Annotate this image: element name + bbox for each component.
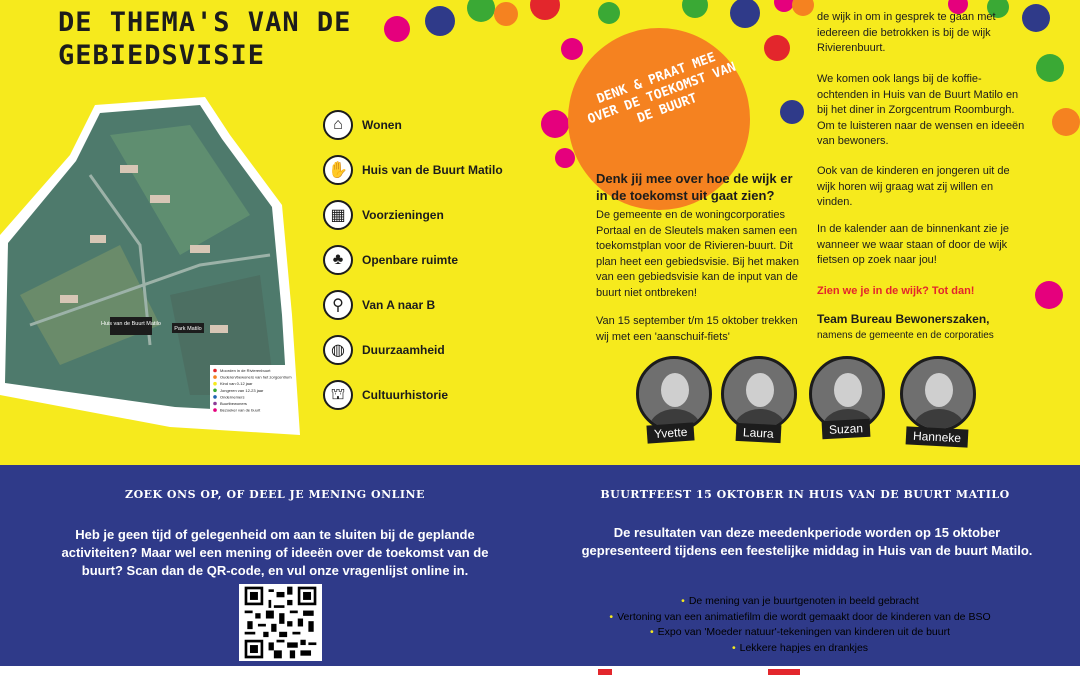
house-icon: ⌂ xyxy=(323,110,353,140)
building-icon: ⛫ xyxy=(323,380,353,410)
page-title-line1: DE THEMA'S VAN DE xyxy=(58,7,352,38)
right-para-4: In de kalender aan de binnenkant zie je wanneer we waar staan of door de wijk fietsen op zoek naar jou! xyxy=(817,223,1010,266)
team-name: Team Bureau Bewonerszaken, xyxy=(817,312,990,326)
legend-label: Ondernemers xyxy=(220,394,245,400)
middle-para-1: De gemeente en de woningcorporaties Portaal en de Sleutels maken samen een toekomstplan voor de Rivieren-buurt. Dit plan heet een gebiedsvisie. Bij het maken van een gebiedsvisie kan de input van de buurt niet ontbreken! xyxy=(596,209,800,299)
theme-label: Huis van de Buurt Matilo xyxy=(362,163,503,177)
middle-para-2: Van 15 september t/m 15 oktober trekken wij met een 'aanschuif-fiets' xyxy=(596,315,798,343)
bullet-item: • Lekkere hapjes en drankjes xyxy=(560,641,1040,657)
bottom-right-heading: BUURTFEEST 15 OKTOBER IN HUIS VAN DE BUURT MATILO xyxy=(600,488,1010,501)
bottom-left-heading: ZOEK ONS OP, OF DEEL JE MENING ONLINE xyxy=(125,488,425,501)
avatar-hanneke xyxy=(900,356,976,432)
legend-swatch xyxy=(213,402,217,406)
qr-code[interactable] xyxy=(239,584,322,661)
bicycle-icon: ⚲ xyxy=(323,290,353,320)
bullet-item: • Vertoning van een animatiefilm die wordt gemaakt door de kinderen van de BSO xyxy=(560,610,1040,626)
partner-logo-mark xyxy=(598,669,612,675)
bottom-left-text: Heb je geen tijd of gelegenheid om aan te sluiten bij de geplande activiteiten? Maar wel een mening of ideeën over de toekomst van de buurt? Scan dan de QR-code, en vul onze vragenlijst online in. xyxy=(61,527,489,578)
partner-logo-mark xyxy=(768,669,800,675)
theme-label: Duurzaamheid xyxy=(362,343,445,357)
legend-swatch xyxy=(213,369,217,373)
name-tag-yvette: Yvette xyxy=(646,422,694,443)
handshake-icon: ✋ xyxy=(323,155,353,185)
legend-swatch xyxy=(213,382,217,386)
neighbourhood-map xyxy=(0,95,305,435)
theme-item xyxy=(323,198,523,232)
right-para-3: Ook van de kinderen en jongeren uit de wijk horen wij graag wat zij willen en vinden. xyxy=(817,165,1010,208)
legend-label: Kind van 0-12 jaar xyxy=(220,381,253,387)
legend-swatch xyxy=(213,395,217,399)
globe-icon: ◍ xyxy=(323,335,353,365)
legend-label: Bezoeker van de buurt xyxy=(220,407,261,413)
theme-label: Van A naar B xyxy=(362,298,436,312)
theme-label: Voorzieningen xyxy=(362,208,444,222)
theme-label: Wonen xyxy=(362,118,402,132)
theme-item xyxy=(323,378,523,412)
theme-item xyxy=(323,333,523,367)
shop-icon: ▦ xyxy=(323,200,353,230)
name-tag-hanneke: Hanneke xyxy=(906,426,969,447)
name-tag-laura: Laura xyxy=(736,423,782,443)
theme-item xyxy=(323,243,523,277)
right-para-1: de wijk in om in gesprek te gaan met iedereen die betrokken is bij de wijk Rivierenbuurt. xyxy=(817,11,996,54)
theme-label: Openbare ruimte xyxy=(362,253,459,267)
legend-swatch xyxy=(213,408,217,412)
closing-line: Zien we je in de wijk? Tot dan! xyxy=(817,285,975,297)
theme-item xyxy=(323,288,523,322)
map-label-park: Park Matilo xyxy=(174,326,202,332)
legend-label: Buurtbewoners xyxy=(220,401,247,406)
bottom-right-text: De resultaten van deze meedenkperiode worden op 15 oktober gepresenteerd tijdens een feestelijke middag in Huis van de buurt Matilo. xyxy=(581,525,1033,558)
map-label-huis: Huis van de Buurt Matilo xyxy=(101,321,161,327)
callout-text: DENK & PRAAT MEE OVER DE TOEKOMST VAN DE BUURT xyxy=(585,50,738,128)
event-bullet-list xyxy=(560,594,1040,656)
middle-heading: Denk jij mee over hoe de wijk er in de toekomst uit gaat zien? xyxy=(596,171,793,203)
bottom-strip xyxy=(0,666,1080,675)
legend-label: Ouderen/bewoners van het zorgcentrum xyxy=(220,374,292,380)
legend-swatch xyxy=(213,375,217,379)
team-subtitle: namens de gemeente en de corporaties xyxy=(817,330,994,341)
page-title-line2: GEBIEDSVISIE xyxy=(58,40,266,71)
theme-label: Cultuurhistorie xyxy=(362,388,448,402)
name-tag-suzan: Suzan xyxy=(822,419,871,439)
legend-label: Jongeren van 12-23 jaar xyxy=(220,387,264,393)
tree-icon: ♣ xyxy=(323,245,353,275)
theme-item xyxy=(323,153,523,187)
legend-label: Moorden in de Rivierenbuurt xyxy=(220,368,271,373)
theme-item xyxy=(323,108,523,142)
legend-swatch xyxy=(213,389,217,393)
right-para-2: We komen ook langs bij de koffie-ochtenden in Huis van de Buurt Matilo en bij het diner in Zorgcentrum Roomburgh. Om te luisteren naar de wensen en ideeën van bewoners. xyxy=(817,73,1025,147)
avatar-laura xyxy=(721,356,797,432)
bullet-item: • De mening van je buurtgenoten in beeld gebracht xyxy=(560,594,1040,610)
bullet-item: • Expo van 'Moeder natuur'-tekeningen van kinderen uit de buurt xyxy=(560,625,1040,641)
avatar-yvette xyxy=(636,356,712,432)
